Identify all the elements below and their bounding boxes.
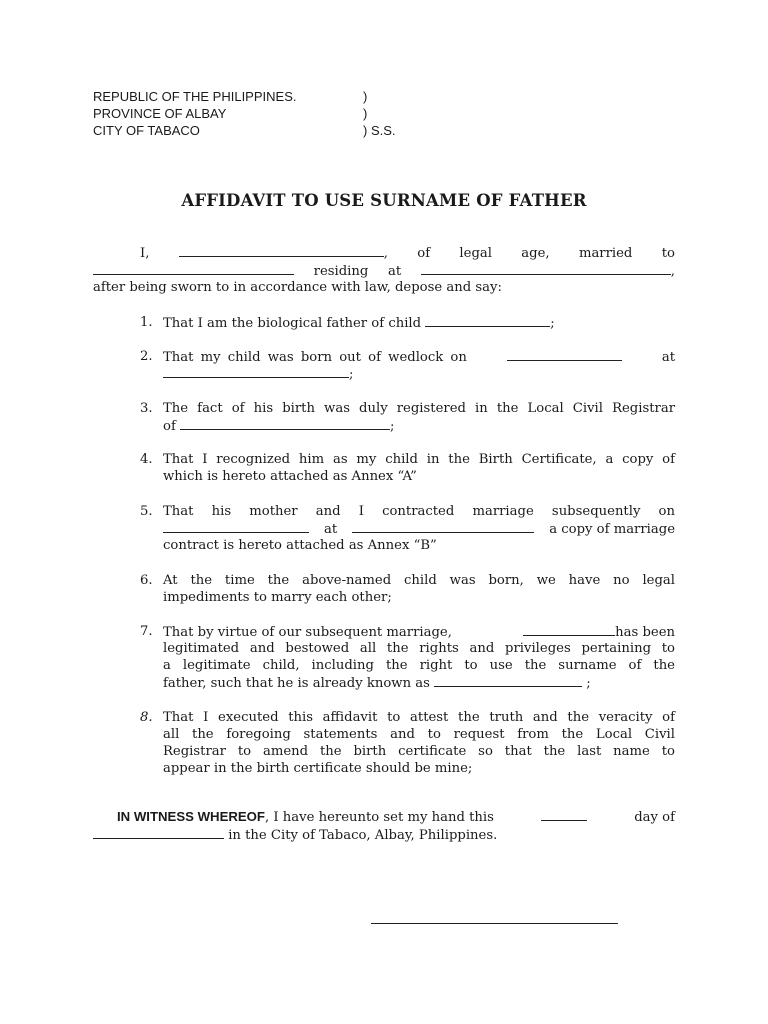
- intro-line-2: [93, 262, 675, 280]
- residence-blank: [421, 262, 671, 275]
- witness-place: in the City of Tabaco, Albay, Philippines.: [228, 828, 498, 843]
- item-7-end: ;: [586, 676, 591, 691]
- header-bracket-2: ): [363, 106, 368, 121]
- item-7-line-2: legitimated and bestowed all the rights and privileges pertaining to: [163, 641, 675, 656]
- header-venue-ss: ) S.S.: [363, 123, 396, 138]
- item-5-copy: a copy of marriage: [549, 522, 675, 537]
- item-7-line-1: [163, 623, 675, 641]
- witness-lead: [117, 808, 494, 826]
- spouse-name-blank: [93, 262, 294, 275]
- item-8-line-2: all the foregoing statements and to request from the Local Civil: [163, 727, 675, 742]
- item-2-line-1: [163, 348, 675, 366]
- day-blank: [541, 808, 587, 821]
- witness-bold: IN WITNESS WHEREOF: [117, 809, 265, 824]
- item-4-line-1: That I recognized him as my child in the Birth Certificate, a copy of: [163, 452, 675, 467]
- witness-day-of: day of: [634, 810, 675, 825]
- header-bracket-1: ): [363, 89, 368, 104]
- residence-wrap: [421, 262, 675, 280]
- item-6-line-1: At the time the above-named child was born, we have no legal: [163, 573, 675, 588]
- signature-line: [371, 923, 618, 924]
- intro-legal: legal: [459, 246, 492, 261]
- item-5-line-1: That his mother and I contracted marriage subsequently on: [163, 504, 675, 519]
- item-7-line-4: [163, 674, 591, 692]
- item-4-number: 4.: [140, 452, 153, 467]
- header-republic: REPUBLIC OF THE PHILIPPINES.: [93, 89, 297, 104]
- intro-married: married: [578, 246, 633, 261]
- intro-at: at: [387, 264, 402, 279]
- intro-age: age,: [521, 246, 550, 261]
- month-year-blank: [93, 826, 224, 839]
- item-3-number: 3.: [140, 401, 153, 416]
- birth-place-blank: [163, 365, 349, 378]
- item-8-line-4: appear in the birth certificate should be mine;: [163, 761, 473, 776]
- item-2-text: That my child was born out of wedlock on: [163, 350, 467, 365]
- item-1-number: 1.: [140, 315, 153, 330]
- item-7-blank-wrap: [523, 623, 675, 641]
- header-province: PROVINCE OF ALBAY: [93, 106, 227, 121]
- item-5-line-2: [163, 520, 675, 538]
- witness-text: , I have hereunto set my hand this: [265, 810, 494, 825]
- residence-comma: ,: [670, 264, 675, 279]
- item-1-text: That I am the biological father of child: [163, 316, 422, 331]
- intro-line-3: after being sworn to in accordance with law, depose and say:: [93, 280, 502, 295]
- intro-residing: residing: [313, 264, 369, 279]
- item-7-line-3: a legitimate child, including the right to use the surname of the: [163, 658, 675, 673]
- item-3-of: of: [163, 419, 176, 434]
- item-2-at: at: [661, 350, 675, 365]
- item-3-line-2: [163, 417, 394, 435]
- header-city: CITY OF TABACO: [93, 123, 200, 138]
- intro-i: I,: [140, 246, 150, 261]
- item-8-line-1: That I executed this affidavit to attest the truth and the veracity of: [163, 710, 675, 725]
- item-7-number: 7.: [140, 624, 153, 639]
- intro-of: of: [417, 246, 431, 261]
- item-2-line-2: [163, 365, 353, 383]
- intro-comma: ,: [383, 246, 388, 261]
- item-7-has-been: has been: [615, 625, 675, 640]
- marriage-place-blank: [352, 520, 534, 533]
- intro-to: to: [661, 246, 675, 261]
- item-3-end: ;: [390, 419, 395, 434]
- item-2-end: ;: [349, 367, 354, 382]
- witness-line-1: [117, 808, 675, 826]
- intro-line-1: [140, 244, 675, 262]
- item-6-number: 6.: [140, 573, 153, 588]
- item-5-line-3: contract is hereto attached as Annex “B”: [163, 538, 437, 553]
- item-1-end: ;: [550, 316, 555, 331]
- intro-name-wrap: [179, 244, 388, 262]
- item-8-line-3: Registrar to amend the birth certificate so that the last name to: [163, 744, 675, 759]
- item-7-known-as: father, such that he is already known as: [163, 676, 430, 691]
- document-title: AFFIDAVIT TO USE SURNAME OF FATHER: [181, 191, 587, 210]
- affiant-name-blank: [179, 244, 384, 257]
- item-7-text: That by virtue of our subsequent marriage,: [163, 625, 452, 640]
- item-1-line-1: [163, 314, 555, 332]
- item-3-line-1: The fact of his birth was duly registered in the Local Civil Registrar: [163, 401, 675, 416]
- item-5-number: 5.: [140, 504, 153, 519]
- child-name-blank: [425, 314, 550, 327]
- item-4-line-2: which is hereto attached as Annex “A”: [163, 469, 417, 484]
- birth-date-blank: [507, 348, 622, 361]
- item-2-number: 2.: [140, 349, 153, 364]
- new-name-blank: [434, 674, 582, 687]
- item-6-line-2: impediments to marry each other;: [163, 590, 392, 605]
- legitimated-child-blank: [523, 623, 615, 636]
- marriage-date-blank: [163, 520, 309, 533]
- item-8-number: 8.: [140, 710, 153, 725]
- witness-line-2: [93, 826, 497, 844]
- registrar-blank: [180, 417, 390, 430]
- item-5-at: at: [324, 522, 338, 537]
